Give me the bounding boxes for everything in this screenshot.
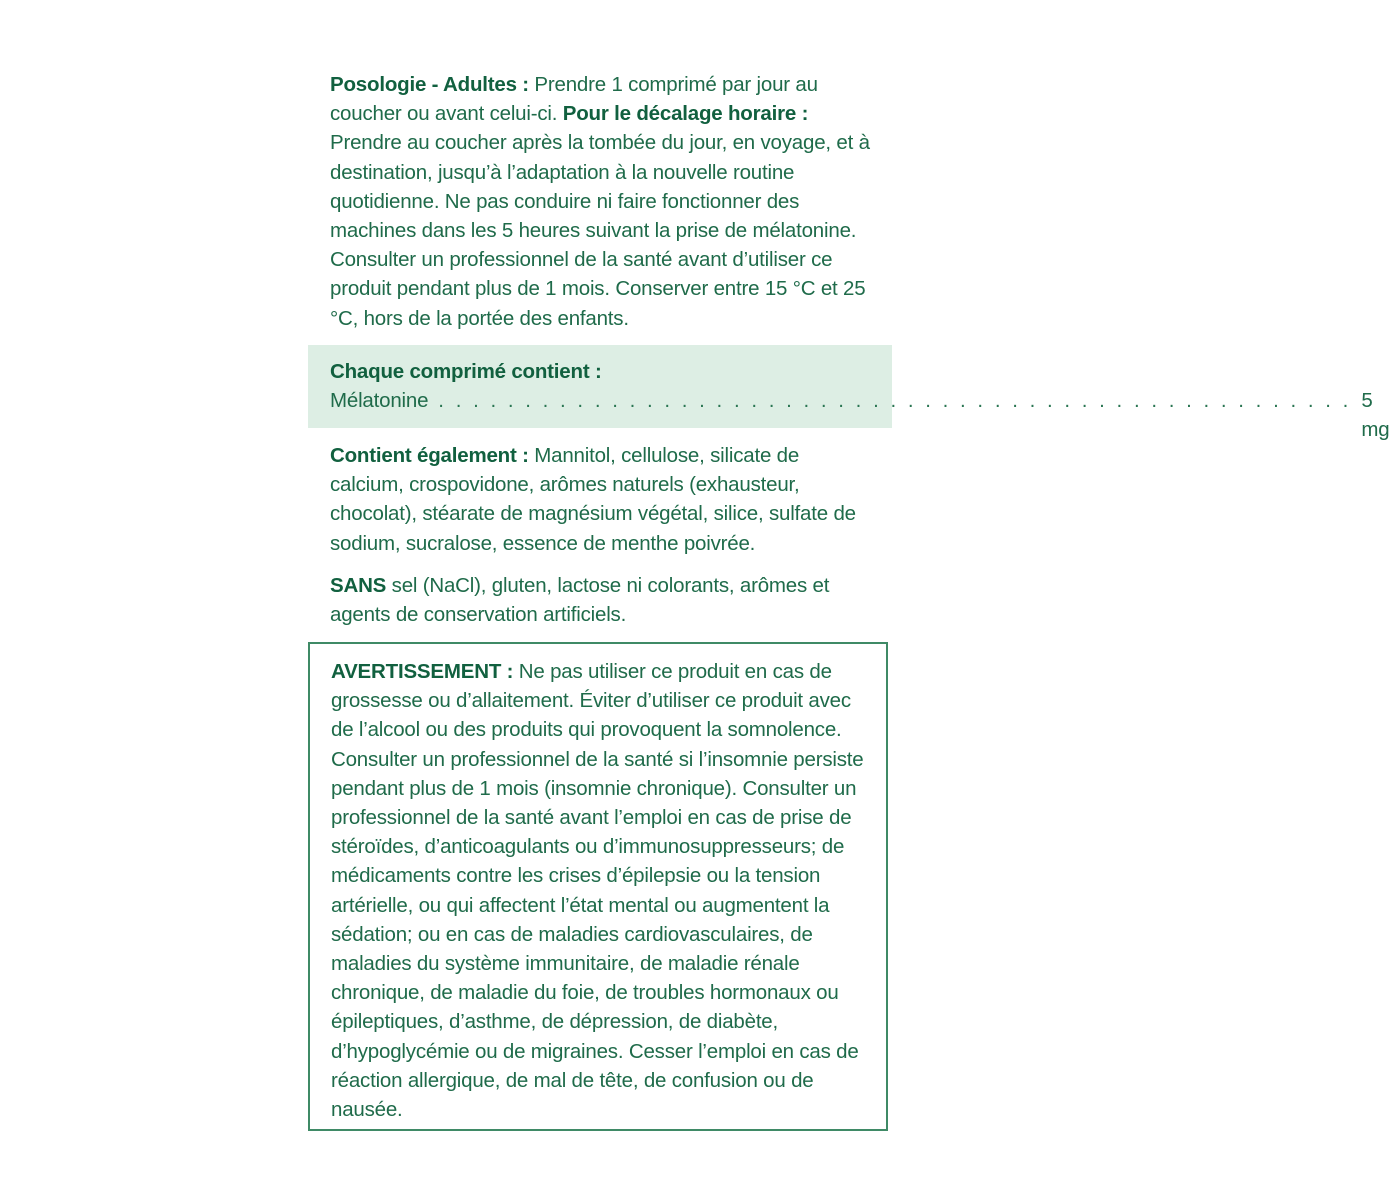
dosage-heading: Posologie - Adultes :: [330, 73, 529, 96]
ingredient-name: Mélatonine: [330, 389, 429, 412]
free-from-heading: SANS: [330, 574, 387, 597]
dosage-section: [330, 70, 878, 333]
warning-text: Ne pas utiliser ce produit en cas de grossesse ou d’allaitement. Éviter d’utiliser ce produit avec de l’alcool ou des produits qui provoquent la somnolence. Consulter un professionnel de la santé si l’insomnie persiste pendant plus de 1 mois (insomnie chronique). Consulter un professionnel de la santé avant l’emploi en cas de prise de stéroïdes, d’anticoagulants ou d’immunosuppresseurs; de médicaments contre les crises d’épilepsie ou la tension artérielle, ou qui affectent l’état mental ou augmentent la sédation; ou en cas de maladies cardiovasculaires, de maladies du système immunitaire, de maladie rénale chronique, de maladie du foie, de troubles hormonaux ou épileptiques, d’asthme, de dépression, de diabète, d’hypoglycémie ou de migraines. Cesser l’emploi en cas de réaction allergique, de mal de tête, de confusion ou de nausée.: [331, 660, 864, 1122]
dot-leader: . . . . . . . . . . . . . . . . . . . . . . . . . . . . . . . . . . . . . . . . . . . . . . . . . . . . .: [438, 389, 1352, 412]
also-contains-section: [330, 441, 878, 558]
free-from-text: sel (NaCl), gluten, lactose ni colorants, arômes et agents de conservation artificiels.: [330, 574, 830, 627]
ingredient-amount: 5 mg: [1361, 389, 1389, 441]
contents-title: Chaque comprimé contient :: [330, 360, 602, 383]
ingredient-row: [330, 386, 1389, 444]
warning-box: [308, 642, 888, 1131]
jetlag-heading: Pour le décalage horaire :: [562, 102, 809, 126]
warning-section: [331, 657, 871, 1124]
dosage-text: Prendre 1 comprimé par jour au coucher ou avant celui-ci.: [330, 73, 818, 126]
supplement-label-panel: [308, 0, 1389, 1200]
jetlag-text: Prendre au coucher après la tombée du jour, en voyage, et à destination, jusqu’à l’adaptation à la nouvelle routine quotidienne. Ne pas conduire ni faire fonctionner des machines dans les 5 heures suivant la prise de mélatonine. Consulter un professionnel de la santé avant d’utiliser ce produit pendant plus de 1 mois. Conserver entre 15 °C et 25 °C, hors de la portée des enfants.: [330, 131, 870, 330]
free-from-section: [330, 571, 878, 629]
warning-heading: AVERTISSEMENT :: [331, 660, 514, 683]
also-contains-text: Mannitol, cellulose, silicate de calcium, crospovidone, arômes naturels (exhausteur, chocolat), stéarate de magnésium végétal, silice, sulfate de sodium, sucralose, essence de menthe poivrée.: [330, 444, 856, 555]
also-contains-heading: Contient également :: [330, 444, 529, 467]
contents-section: [308, 345, 1389, 441]
